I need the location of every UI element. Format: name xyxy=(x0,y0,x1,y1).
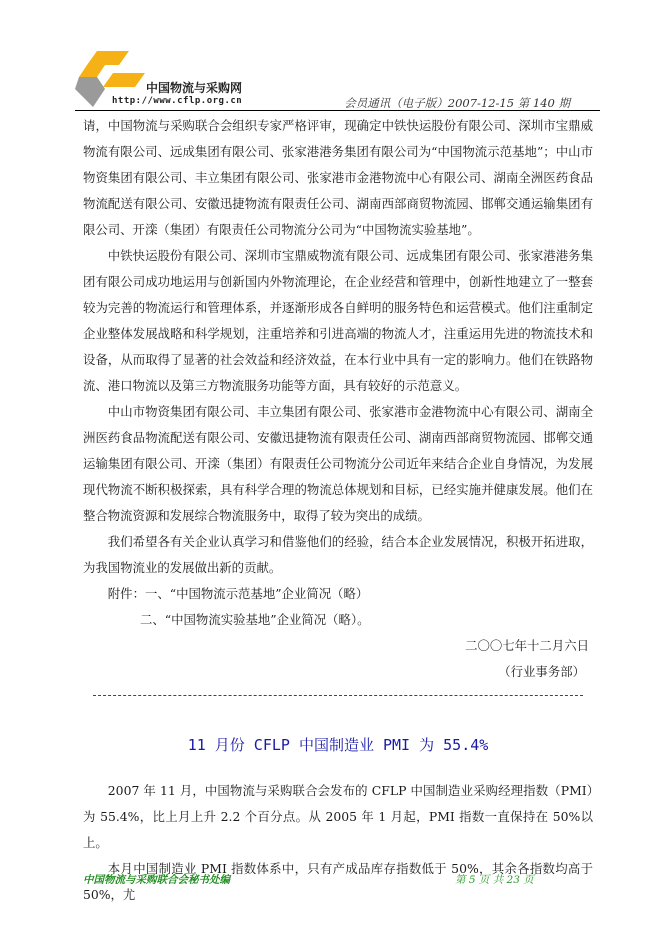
header-divider xyxy=(75,110,600,111)
logo-site-name: 中国物流与采购网 xyxy=(146,81,243,95)
footer-publisher: 中国物流与采购联合会秘书处编 xyxy=(83,874,230,886)
footer-page-number: 第 5 页 共 23 页 xyxy=(455,874,534,886)
page-footer xyxy=(83,872,593,888)
attachment-line-2: 二、“中国物流实验基地”企业简况（略）。 xyxy=(140,612,370,627)
article-paragraph-1: 2007 年 11 月，中国物流与采购联合会发布的 CFLP 中国制造业采购经理指数（PMI）为 55.4%，比上月上升 2.2 个百分点。从 2005 年 1 月起，PMI 指数一直保持在 50%以上。 xyxy=(83,783,593,850)
body-paragraph-4: 我们希望各有关企业认真学习和借鉴他们的经验，结合本企业发展情况，积极开拓进取，为我国物流业的发展做出新的贡献。 xyxy=(83,534,593,575)
attachment-line-1: 附件：一、“中国物流示范基地”企业简况（略） xyxy=(107,586,369,601)
article-paragraph-2: 本月中国制造业 PMI 指数体系中，只有产成品库存指数低于 50%，其余各指数均高于 50%，尤 xyxy=(83,861,593,902)
logo-site-url: http://www.cflp.org.cn xyxy=(112,96,243,106)
issue-info: 会员通讯（电子版）2007-12-15 第 140 期 xyxy=(344,96,570,110)
body-paragraph-2: 中铁快运股份有限公司、深圳市宝鼎威物流有限公司、远成集团有限公司、张家港港务集团有限公司成功地运用与创新国内外物流理论，在企业经营和管理中，创新性地建立了一整套较为完善的物流运行和管理体系，并逐渐形成各自鲜明的服务特色和运营模式。他们注重制定企业整体发展战略和科学规划，注重培养和引进高端的物流人才，注重运用先进的物流技术和设备，从而取得了显著的社会效益和经济效益，在本行业中具有一定的影响力。他们在铁路物流、港口物流以及第三方物流服务功能等方面，具有较好的示范意义。 xyxy=(83,248,593,393)
signature-date: 二〇〇七年十二月六日 xyxy=(465,638,589,653)
body-paragraph-3: 中山市物资集团有限公司、丰立集团有限公司、张家港市金港物流中心有限公司、湖南全洲医药食品物流配送有限公司、安徽迅捷物流有限责任公司、湖南西部商贸物流园、邯郸交通运输集团有限公司、开滦（集团）有限责任公司物流分公司近年来结合企业自身情况，为发展现代物流不断积极探索，具有科学合理的物流总体规划和目标，已经实施并健康发展。他们在整合物流资源和发展综合物流服务中，取得了较为突出的成绩。 xyxy=(83,404,593,523)
article-title: 11 月份 CFLP 中国制造业 PMI 为 55.4% xyxy=(187,736,489,754)
document-body xyxy=(83,113,593,908)
page-header xyxy=(75,45,600,109)
signature-department: （行业事务部） xyxy=(498,664,585,679)
body-paragraph-1: 请，中国物流与采购联合会组织专家严格评审，现确定中铁快运股份有限公司、深圳市宝鼎威物流有限公司、远成集团有限公司、张家港港务集团有限公司为“中国物流示范基地”；中山市物资集团有限公司、丰立集团有限公司、张家港市金港物流中心有限公司、湖南全洲医药食品物流配送有限公司、安徽迅捷物流有限责任公司、湖南西部商贸物流园、邯郸交通运输集团有限公司、开滦（集团）有限责任公司物流分公司为“中国物流实验基地”。 xyxy=(83,118,593,237)
section-separator xyxy=(93,695,583,696)
